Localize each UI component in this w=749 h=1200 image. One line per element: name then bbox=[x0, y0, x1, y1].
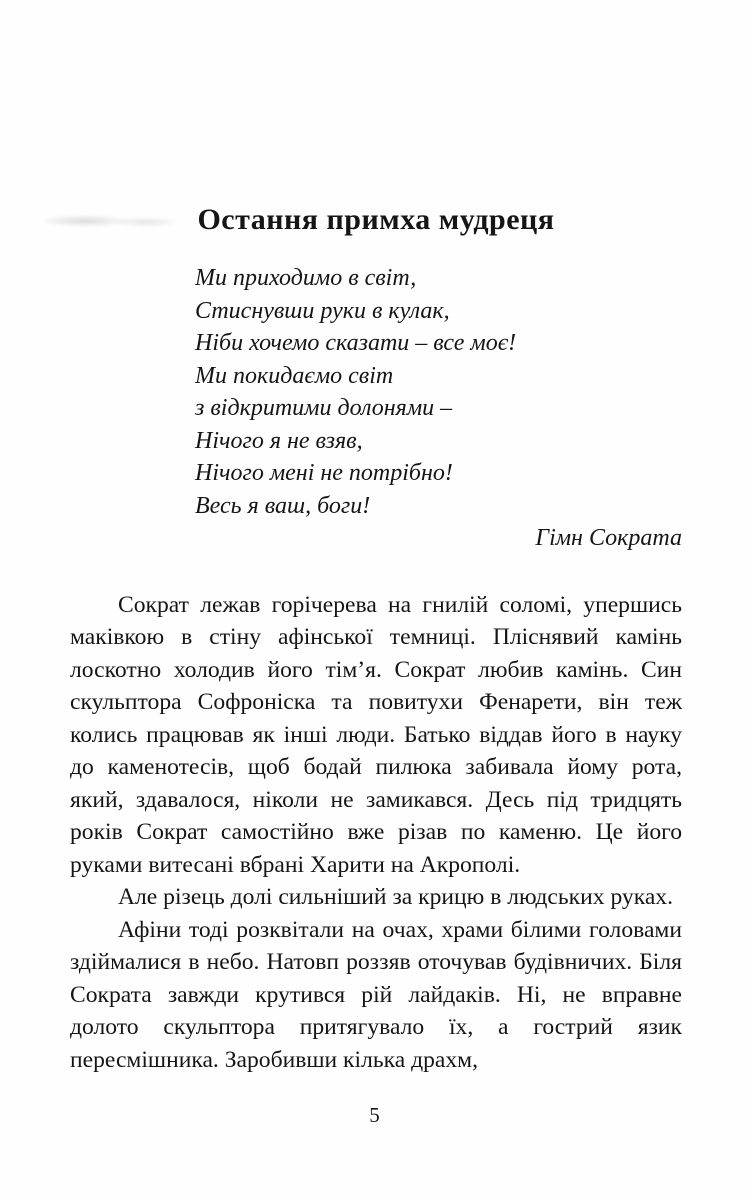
poem-attribution: Гімн Сократа bbox=[535, 525, 682, 551]
poem-line: Ми покидаємо світ bbox=[195, 362, 394, 389]
chapter-title: Остання примха мудреця bbox=[197, 203, 555, 236]
paragraph: Афіни тоді розквітали на очах, храми білими головами здіймалися в небо. Натовп роззяв оточував будівничих. Біля Сократа завжди крутився рій лайдаків. Ні, не вправне долото скульптора притягувало їх, а гострий язик пересмішника. Заробивши кілька драхм, bbox=[70, 916, 682, 1073]
paragraph: Сократ лежав горічерева на гнилій соломі, упершись маківкою в стіну афінської темниці. Пліснявий камінь лоскотно холодив його тім’я. Сократ любив камінь. Син скульптора Софроніска та повитухи Фенарети, він теж колись працював як інші люди. Батько віддав його в науку до каменотесів, щоб бодай пилюка забивала йому рота, який, здавалося, ніколи не замикався. Десь під тридцять років Сократ самостійно вже різав по каменю. Це його руками витесані вбрані Харити на Акрополі. bbox=[70, 591, 682, 878]
poem-line: Нічого мені не потрібно! bbox=[195, 460, 453, 486]
poem-line: Ми приходимо в світ, bbox=[195, 265, 417, 291]
page-number: 5 bbox=[369, 1103, 380, 1127]
poem-line: з відкритими долонями – bbox=[195, 395, 453, 421]
poem-line: Нічого я не взяв, bbox=[195, 427, 363, 454]
poem-line: Весь я ваш, боги! bbox=[195, 492, 371, 519]
paragraph: Але різець долі сильніший за крицю в людських руках. bbox=[118, 884, 674, 910]
poem-line: Ніби хочемо сказати – все моє! bbox=[195, 330, 517, 356]
epigraph-poem bbox=[195, 262, 682, 522]
body-text bbox=[70, 589, 682, 1077]
page-content bbox=[70, 0, 682, 1076]
poem-line: Стиснувши руки в кулак, bbox=[195, 297, 450, 324]
